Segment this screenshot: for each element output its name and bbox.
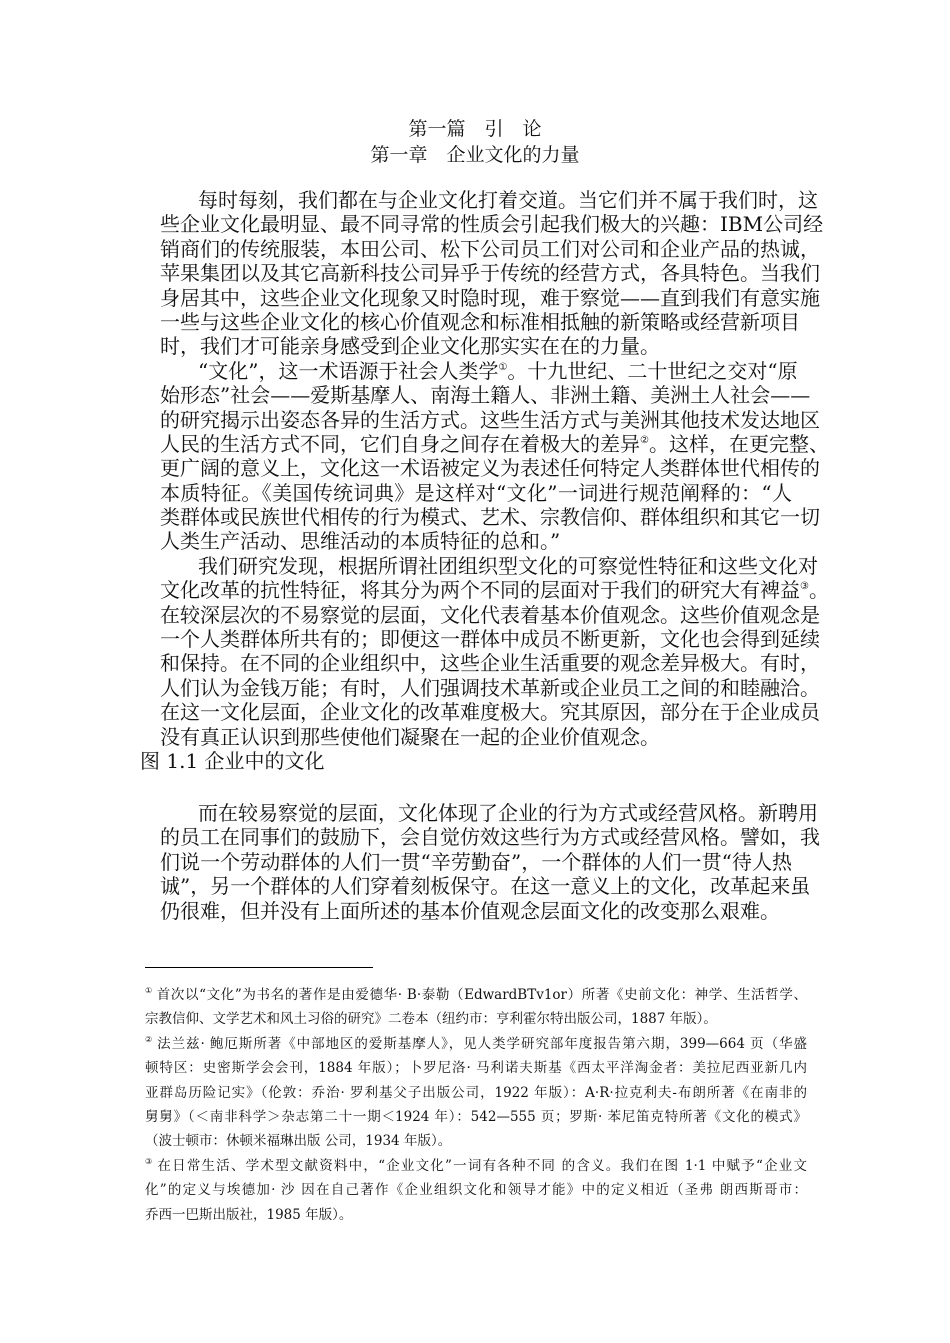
text-run: 始形态”社会——爱斯基摩人、南海土籍人、非洲土籍、美洲土人社会—— [160, 383, 811, 408]
text-run: 诚”，另一个群体的人们穿着刻板保守。在这一意义上的文化，改革起来虽 [160, 874, 811, 899]
footnote-line [145, 1203, 807, 1227]
paragraph-line [160, 850, 792, 874]
paragraph-line [160, 529, 792, 553]
text-run: 类群体或民族世代相传的行为模式、艺术、宗教信仰、群体组织和其它一切 [160, 505, 820, 530]
text-run: 本质特征。《美国传统词典》是这样对“文化”一词进行规范阐释的：“人 [160, 480, 792, 505]
text-run: 在较深层次的不易察觉的层面，文化代表着基本价值观念。这些价值观念是 [160, 602, 820, 627]
text-run: 的研究揭示出姿态各异的生活方式。这些生活方式与美洲其他技术发达地区 [160, 407, 820, 432]
paragraph-line [160, 553, 818, 578]
paragraph-line [160, 899, 792, 923]
text-run: 销商们的传统服装，本田公司、松下公司员工们对公司和企业产品的热诚， [160, 236, 820, 261]
paragraph-line [160, 456, 820, 481]
footnote-text: 在日常生活、学术型文献资料中，“企业文化”一词有各种不同 的含义。我们在图 1·1 中赋予“企业文 [157, 1157, 808, 1174]
text-run: 没有真正认识到那些使他们凝聚在一起的企业价值观念。 [160, 724, 660, 749]
text-run: 。 [808, 578, 829, 603]
footnote-text: （波士顿市：休顿米福琳出版 公司，1934 年版）。 [145, 1133, 452, 1150]
paragraph-line [160, 481, 792, 505]
paragraph-line [160, 285, 820, 310]
paragraph-line [160, 212, 824, 237]
paragraph-line [160, 505, 820, 530]
figure-caption [140, 749, 792, 775]
text-run: 身居其中，这些企业文化现象又时隐时现，难于察觉——直到我们有意实施 [160, 285, 820, 310]
paragraph-line [160, 825, 820, 850]
paragraph-line [160, 725, 792, 749]
text-run: 和保持。在不同的企业组织中，这些企业生活重要的观念差异极大。有时， [160, 651, 820, 676]
paragraph-line [160, 236, 820, 261]
text-run: “文化”，这一术语源于社会人类学 [198, 358, 499, 383]
text-run: 人类生产活动、思维活动的本质特征的总和。” [160, 529, 561, 554]
text-run: 图 1.1 企业中的文化 [140, 748, 325, 773]
footnote-text: 化”的定义与埃德加· 沙 因在自己著作《企业组织文化和领导才能》中的定义相近（圣弗 朗西斯哥市： [145, 1182, 807, 1199]
text-run: 仍很难，但并没有上面所述的基本价值观念层面文化的改变那么艰难。 [160, 898, 780, 923]
text-run: 我们研究发现，根据所谓社团组织型文化的可察觉性特征和这些文化对 [198, 553, 818, 578]
paragraph-line [160, 627, 820, 652]
blank-line [160, 775, 792, 801]
paragraph-line [160, 309, 800, 334]
footnote-text: 亚群岛历险记实》（伦敦：乔治· 罗利基父子出版公司，1922 年版）：A·R·拉克利夫-布朗所著《在南非的 [145, 1084, 807, 1101]
footnote-line [145, 1154, 807, 1178]
text-run: 而在较易察觉的层面，文化体现了企业的行为方式或经营风格。新聘用 [198, 800, 818, 825]
footnotes [145, 983, 807, 1227]
text-run: 时，我们才可能亲身感受到企业文化那实实在在的力量。 [160, 334, 660, 359]
footnote-line [145, 1032, 807, 1056]
text-run: 在这一文化层面，企业文化的改革难度极大。究其原因，部分在于企业成员 [160, 700, 820, 725]
text-run: 。十九世纪、二十世纪之交对“原 [507, 358, 798, 383]
text-run: 更广阔的意义上，文化这一术语被定义为表述任何特定人类群体世代相传的 [160, 456, 820, 481]
text-run: 每时每刻，我们都在与企业文化打着交道。当它们并不属于我们时，这 [198, 188, 818, 212]
footnote-line [145, 1129, 807, 1153]
paragraph-line [160, 334, 792, 358]
paragraph-line [160, 602, 820, 627]
paragraph-line [160, 578, 829, 603]
paragraph-line [160, 431, 829, 456]
text-run: 文化改革的抗性特征，将其分为两个不同的层面对于我们的研究大有裨益 [160, 578, 800, 603]
paragraph-line [160, 675, 820, 700]
footnote-line [145, 1105, 807, 1129]
footnote-text: 首次以“文化”为书名的著作是由爱德华· B·泰勒（EdwardBTv1or）所著《史前文化：神学、生活哲学、 [156, 987, 808, 1003]
footnote-divider [145, 967, 373, 968]
body-text [140, 188, 829, 923]
paragraph-line [160, 407, 820, 432]
footnote-marker: ② [145, 1034, 154, 1044]
part-title: 第一篇 引 论 [408, 118, 542, 140]
footnote-line [145, 1056, 807, 1080]
text-run: 的员工在同事们的鼓励下，会自觉仿效这些行为方式或经营风格。譬如，我 [160, 825, 820, 850]
text-run: 一些与这些企业文化的核心价值观念和标准相抵触的新策略或经营新项目 [160, 309, 800, 334]
paragraph-line [160, 874, 811, 899]
text-run: 人民的生活方式不同，它们自身之间存在着极大的差异 [160, 431, 640, 456]
footnote-text: 宗教信仰、文学艺术和风土习俗的研究》二卷本（纽约市：亨利霍尔特出版公司，1887 年版）。 [145, 1011, 717, 1028]
footnote-text: 乔西一巴斯出版社，1985 年版）。 [145, 1206, 353, 1223]
text-run: 一个人类群体所共有的；即便这一群体中成员不断更新，文化也会得到延续 [160, 627, 820, 652]
footnote-reference: ② [640, 434, 649, 446]
text-run: 人们认为金钱万能；有时，人们强调技术革新或企业员工之间的和睦融洽。 [160, 675, 820, 700]
paragraph-line [160, 700, 820, 725]
paragraph-line [160, 800, 818, 825]
footnote-marker: ① [145, 986, 153, 995]
text-run: 些企业文化最明显、最不同寻常的性质会引起我们极大的兴趣：IBM公司经 [160, 212, 824, 237]
footnote-marker: ③ [145, 1156, 154, 1166]
footnote-text: 法兰兹· 鲍厄斯所著《中部地区的爱斯基摩人》，见人类学研究部年度报告第六期，399—664 页（华盛 [157, 1035, 807, 1052]
footnote-line [145, 1178, 807, 1202]
text-run: 苹果集团以及其它高新科技公司异乎于传统的经营方式，各具特色。当我们 [160, 261, 820, 286]
footnote-line [145, 983, 807, 1007]
footnote-line [145, 1007, 807, 1031]
footnote-reference: ③ [800, 581, 809, 593]
text-run: 。这样，在更完整、 [648, 431, 829, 456]
footnote-text: 顿特区：史密斯学会会刊，1884 年版）；卜罗尼洛· 马利诺夫斯基《西太平洋淘金者：美拉尼西亚新几内 [145, 1060, 807, 1077]
text-run: 们说一个劳动群体的人们一贯“辛劳勤奋”，一个群体的人们一贯“待人热 [160, 849, 792, 874]
footnote-line [145, 1081, 807, 1105]
paragraph-line [160, 383, 811, 408]
footnote-text: 舅舅》（＜南非科学＞杂志第二十一期＜1924 年）：542—555 页；罗斯· 苯尼笛克特所著《文化的模式》 [145, 1108, 807, 1125]
paragraph-line [160, 261, 820, 286]
footnote-reference: ① [498, 361, 508, 373]
paragraph-line [160, 651, 820, 676]
paragraph-line [160, 188, 818, 212]
paragraph-line [160, 358, 798, 383]
chapter-title: 第一章 企业文化的力量 [370, 144, 580, 166]
